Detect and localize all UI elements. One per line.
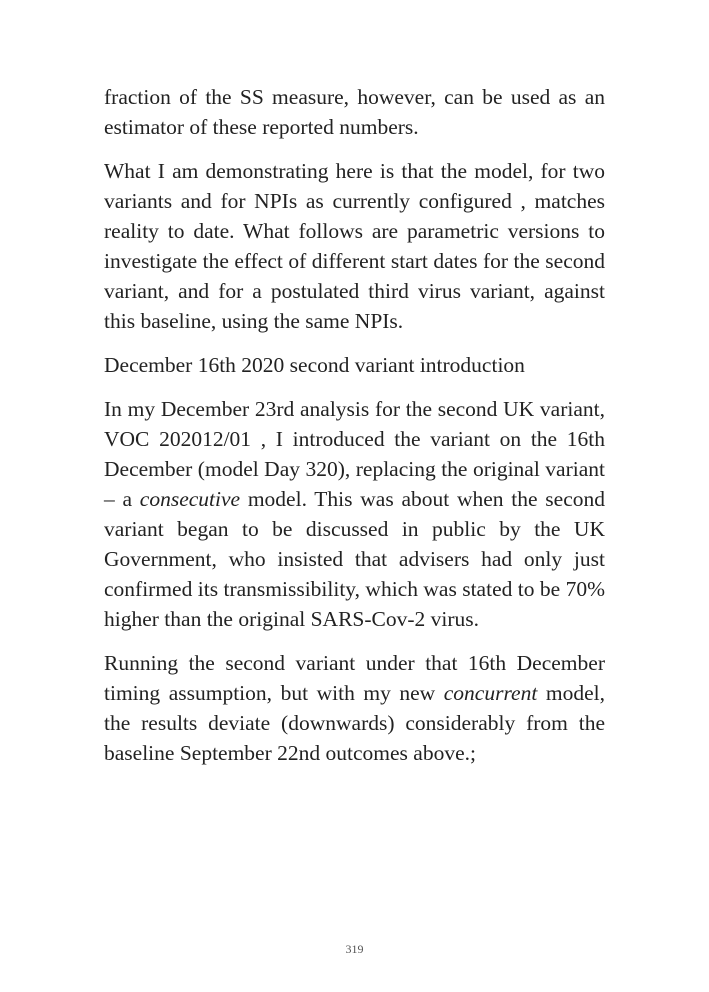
paragraph-demonstration: What I am demonstrating here is that the model, for two variants and for NPIs as currently configured , matches reality to date. What follows are parametric versions to investigate the effect of different start dates for the second variant, and for a postulated third virus variant, against this baseline, using the same NPIs. bbox=[104, 159, 605, 333]
paragraph-running-variant bbox=[104, 648, 605, 768]
section-heading: December 16th 2020 second variant introduction bbox=[104, 353, 525, 377]
paragraph-text: In my December 23rd analysis for the second UK variant, VOC 202012/01 , I introduced the variant on the 16th December (model Day 320), replacing the original variant – a bbox=[104, 397, 605, 511]
emphasis-concurrent: concurrent bbox=[443, 681, 538, 705]
page-body bbox=[104, 82, 605, 782]
paragraph-text: model. This was about when the second variant began to be discussed in public by the UK Government, who insisted that advisers had only just confirmed its transmissibility, which was stated to be 70% higher than the original SARS-Cov-2 virus. bbox=[104, 487, 605, 631]
paragraph-text: Running the second variant under that 16th December timing assumption, but with my new bbox=[104, 651, 605, 705]
emphasis-consecutive: consecutive bbox=[139, 487, 241, 511]
paragraph-text: model, the results deviate (downwards) considerably from the baseline September 22nd outcomes above.; bbox=[104, 681, 605, 765]
paragraph-december-analysis bbox=[104, 394, 605, 634]
page-number: 319 bbox=[345, 942, 364, 956]
paragraph-intro: fraction of the SS measure, however, can be used as an estimator of these reported numbers. bbox=[104, 85, 605, 139]
